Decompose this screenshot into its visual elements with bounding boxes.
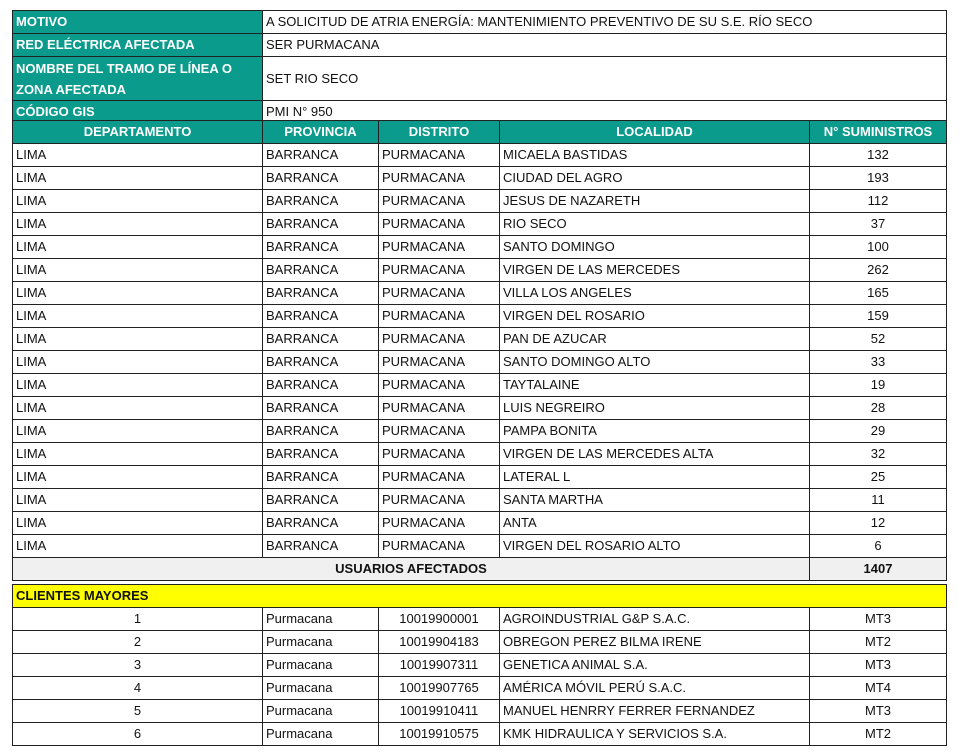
client-supply-cell: 10019910411 [379,700,500,723]
info-row-red [13,34,947,57]
info-table [12,10,947,124]
client-row [13,677,947,700]
client-index-cell: 1 [13,608,263,631]
table-row [13,190,947,213]
total-label: USUARIOS AFECTADOS [13,558,810,581]
departamento-cell: LIMA [13,489,263,512]
provincia-cell: BARRANCA [263,397,379,420]
suministros-cell: 193 [810,167,947,190]
provincia-cell: BARRANCA [263,489,379,512]
suministros-cell: 28 [810,397,947,420]
departamento-cell: LIMA [13,144,263,167]
suministros-cell: 159 [810,305,947,328]
client-tariff-cell: MT4 [810,677,947,700]
motivo-label: MOTIVO [13,11,263,34]
client-row [13,608,947,631]
localidad-cell: VIRGEN DEL ROSARIO ALTO [500,535,810,558]
distrito-cell: PURMACANA [379,167,500,190]
red-label: RED ELÉCTRICA AFECTADA [13,34,263,57]
departamento-cell: LIMA [13,282,263,305]
provincia-cell: BARRANCA [263,213,379,236]
departamento-cell: LIMA [13,190,263,213]
localidad-cell: CIUDAD DEL AGRO [500,167,810,190]
header-provincia: PROVINCIA [263,121,379,144]
client-district-cell: Purmacana [263,700,379,723]
suministros-cell: 12 [810,512,947,535]
total-value: 1407 [810,558,947,581]
departamento-cell: LIMA [13,512,263,535]
suministros-cell: 100 [810,236,947,259]
client-district-cell: Purmacana [263,631,379,654]
departamento-cell: LIMA [13,328,263,351]
provincia-cell: BARRANCA [263,236,379,259]
suministros-cell: 6 [810,535,947,558]
client-name-cell: AGROINDUSTRIAL G&P S.A.C. [500,608,810,631]
localidad-cell: RIO SECO [500,213,810,236]
provincia-cell: BARRANCA [263,466,379,489]
client-district-cell: Purmacana [263,677,379,700]
localidad-cell: LATERAL L [500,466,810,489]
localidad-cell: LUIS NEGREIRO [500,397,810,420]
distrito-cell: PURMACANA [379,328,500,351]
departamento-cell: LIMA [13,351,263,374]
provincia-cell: BARRANCA [263,190,379,213]
localidad-cell: MICAELA BASTIDAS [500,144,810,167]
departamento-cell: LIMA [13,305,263,328]
client-supply-cell: 10019907765 [379,677,500,700]
localidad-cell: VIRGEN DEL ROSARIO [500,305,810,328]
client-tariff-cell: MT2 [810,723,947,746]
client-name-cell: MANUEL HENRRY FERRER FERNANDEZ [500,700,810,723]
info-row-tramo [13,57,947,101]
client-row [13,631,947,654]
provincia-cell: BARRANCA [263,535,379,558]
table-row [13,397,947,420]
provincia-cell: BARRANCA [263,328,379,351]
distrito-cell: PURMACANA [379,144,500,167]
suministros-cell: 29 [810,420,947,443]
distrito-cell: PURMACANA [379,443,500,466]
client-supply-cell: 10019907311 [379,654,500,677]
clients-table [12,584,947,746]
table-row [13,489,947,512]
gis-value: PMI N° 950 [263,101,947,124]
distrito-cell: PURMACANA [379,351,500,374]
distrito-cell: PURMACANA [379,213,500,236]
client-row [13,654,947,677]
client-index-cell: 4 [13,677,263,700]
provincia-cell: BARRANCA [263,443,379,466]
localidad-cell: VILLA LOS ANGELES [500,282,810,305]
client-district-cell: Purmacana [263,608,379,631]
client-row [13,700,947,723]
tramo-label: NOMBRE DEL TRAMO DE LÍNEA O ZONA AFECTADA [13,57,263,101]
departamento-cell: LIMA [13,167,263,190]
client-supply-cell: 10019904183 [379,631,500,654]
client-tariff-cell: MT3 [810,654,947,677]
client-row [13,723,947,746]
distrito-cell: PURMACANA [379,305,500,328]
table-row [13,443,947,466]
distrito-cell: PURMACANA [379,397,500,420]
clients-title: CLIENTES MAYORES [13,585,947,608]
info-row-motivo [13,11,947,34]
provincia-cell: BARRANCA [263,512,379,535]
distrito-cell: PURMACANA [379,489,500,512]
provincia-cell: BARRANCA [263,282,379,305]
client-tariff-cell: MT3 [810,608,947,631]
client-name-cell: KMK HIDRAULICA Y SERVICIOS S.A. [500,723,810,746]
distrito-cell: PURMACANA [379,259,500,282]
table-row [13,420,947,443]
motivo-value: A SOLICITUD DE ATRIA ENERGÍA: MANTENIMIENTO PREVENTIVO DE SU S.E. RÍO SECO [263,11,947,34]
distrito-cell: PURMACANA [379,374,500,397]
localidad-cell: ANTA [500,512,810,535]
distrito-cell: PURMACANA [379,535,500,558]
suministros-cell: 52 [810,328,947,351]
localidad-cell: PAMPA BONITA [500,420,810,443]
provincia-cell: BARRANCA [263,305,379,328]
client-index-cell: 5 [13,700,263,723]
client-name-cell: AMÉRICA MÓVIL PERÚ S.A.C. [500,677,810,700]
localidad-cell: SANTO DOMINGO [500,236,810,259]
provincia-cell: BARRANCA [263,351,379,374]
departamento-cell: LIMA [13,259,263,282]
provincia-cell: BARRANCA [263,144,379,167]
clients-body [13,608,947,746]
red-value: SER PURMACANA [263,34,947,57]
departamento-cell: LIMA [13,466,263,489]
localities-table [12,120,947,581]
client-district-cell: Purmacana [263,723,379,746]
total-row [13,558,947,581]
suministros-cell: 33 [810,351,947,374]
suministros-cell: 32 [810,443,947,466]
table-row [13,144,947,167]
distrito-cell: PURMACANA [379,282,500,305]
header-localidad: LOCALIDAD [500,121,810,144]
departamento-cell: LIMA [13,397,263,420]
departamento-cell: LIMA [13,443,263,466]
localidad-cell: JESUS DE NAZARETH [500,190,810,213]
localities-body [13,144,947,558]
provincia-cell: BARRANCA [263,374,379,397]
table-row [13,236,947,259]
client-tariff-cell: MT2 [810,631,947,654]
table-row [13,535,947,558]
client-district-cell: Purmacana [263,654,379,677]
table-row [13,259,947,282]
suministros-cell: 112 [810,190,947,213]
header-departamento: DEPARTAMENTO [13,121,263,144]
header-suministros: N° SUMINISTROS [810,121,947,144]
suministros-cell: 132 [810,144,947,167]
client-index-cell: 3 [13,654,263,677]
suministros-cell: 25 [810,466,947,489]
distrito-cell: PURMACANA [379,190,500,213]
table-row [13,466,947,489]
client-index-cell: 2 [13,631,263,654]
localidad-cell: SANTO DOMINGO ALTO [500,351,810,374]
distrito-cell: PURMACANA [379,420,500,443]
suministros-cell: 37 [810,213,947,236]
suministros-cell: 19 [810,374,947,397]
suministros-cell: 165 [810,282,947,305]
table-row [13,167,947,190]
departamento-cell: LIMA [13,374,263,397]
departamento-cell: LIMA [13,535,263,558]
localidad-cell: SANTA MARTHA [500,489,810,512]
provincia-cell: BARRANCA [263,259,379,282]
distrito-cell: PURMACANA [379,512,500,535]
table-row [13,351,947,374]
localidad-cell: VIRGEN DE LAS MERCEDES [500,259,810,282]
localidad-cell: PAN DE AZUCAR [500,328,810,351]
table-row [13,328,947,351]
client-supply-cell: 10019910575 [379,723,500,746]
client-name-cell: GENETICA ANIMAL S.A. [500,654,810,677]
distrito-cell: PURMACANA [379,466,500,489]
client-name-cell: OBREGON PEREZ BILMA IRENE [500,631,810,654]
localities-header-row [13,121,947,144]
suministros-cell: 11 [810,489,947,512]
departamento-cell: LIMA [13,420,263,443]
localidad-cell: TAYTALAINE [500,374,810,397]
header-distrito: DISTRITO [379,121,500,144]
gis-label: CÓDIGO GIS [13,101,263,124]
tramo-value: SET RIO SECO [263,57,947,101]
client-tariff-cell: MT3 [810,700,947,723]
table-row [13,213,947,236]
departamento-cell: LIMA [13,236,263,259]
departamento-cell: LIMA [13,213,263,236]
table-row [13,282,947,305]
table-row [13,305,947,328]
clients-title-row [13,585,947,608]
provincia-cell: BARRANCA [263,420,379,443]
distrito-cell: PURMACANA [379,236,500,259]
table-row [13,374,947,397]
localidad-cell: VIRGEN DE LAS MERCEDES ALTA [500,443,810,466]
table-row [13,512,947,535]
suministros-cell: 262 [810,259,947,282]
client-index-cell: 6 [13,723,263,746]
provincia-cell: BARRANCA [263,167,379,190]
client-supply-cell: 10019900001 [379,608,500,631]
